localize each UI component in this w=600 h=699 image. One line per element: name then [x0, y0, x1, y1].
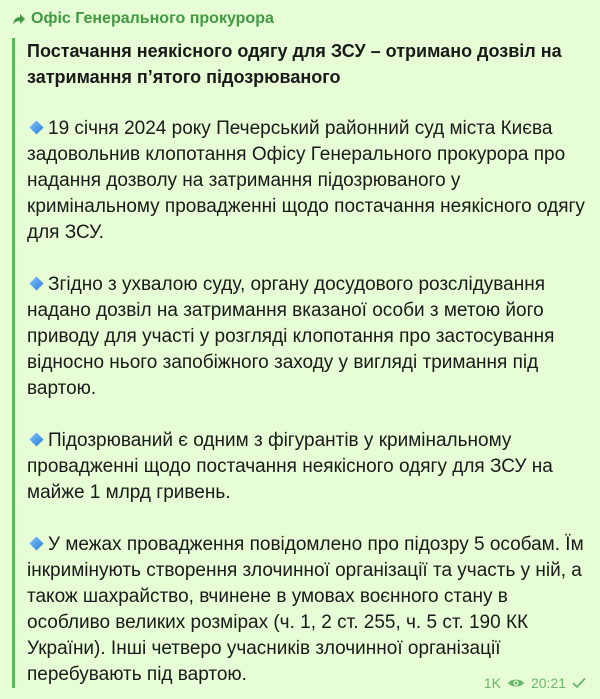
forwarded-from-name[interactable]: Офіс Генерального прокурора [31, 10, 274, 27]
paragraph-4 [27, 532, 588, 688]
eye-icon [507, 677, 525, 689]
paragraph-text: У межах провадження повідомлено про підозру 5 особам. Їм інкримінують створення злочинної організації та участь у ній, а також шахрайство, вчинене в умовах воєнного стану в особливо великих розмірах (ч. 1, 2 ст. 255, ч. 5 ст. 190 КК України). Інші четверо учасників злочинної організації перебувають під вартою. [27, 534, 584, 685]
view-count: 1K [483, 675, 501, 691]
post-content [12, 38, 588, 688]
paragraph-text: Згідно з ухвалою суду, органу досудового розслідування надано дозвіл на затримання вказаної особи з метою його приводу для участі у розгляді клопотання про застосування відносно нього запобіжного заходу у вигляді тримання під вартою. [27, 274, 555, 399]
message-time: 20:21 [530, 675, 566, 691]
paragraph-text: 19 січня 2024 року Печерський районний суд міста Києва задовольнив клопотання Офісу Генерального прокурора про надання дозволу на затримання підозрюваного у кримінальному провадженні щодо постачання неякісного одягу для ЗСУ. [27, 118, 585, 243]
blue-diamond-icon [29, 536, 44, 551]
post-title: Постачання неякісного одягу для ЗСУ – отримано дозвіл на затримання п’ятого підозрюваного [27, 41, 562, 87]
check-icon [572, 677, 586, 689]
paragraph-3 [27, 428, 588, 506]
paragraph-1 [27, 116, 588, 246]
blue-diamond-icon [29, 432, 44, 447]
blue-diamond-icon [29, 276, 44, 291]
message-meta [484, 675, 586, 691]
paragraph-text: Підозрюваний є одним з фігурантів у кримінальному провадженні щодо постачання неякісного одягу для ЗСУ на майже 1 млрд гривень. [27, 430, 553, 503]
paragraph-2 [27, 272, 588, 402]
forward-arrow-icon [12, 12, 26, 26]
forwarded-from-header[interactable] [12, 8, 588, 30]
blue-diamond-icon [29, 120, 44, 135]
